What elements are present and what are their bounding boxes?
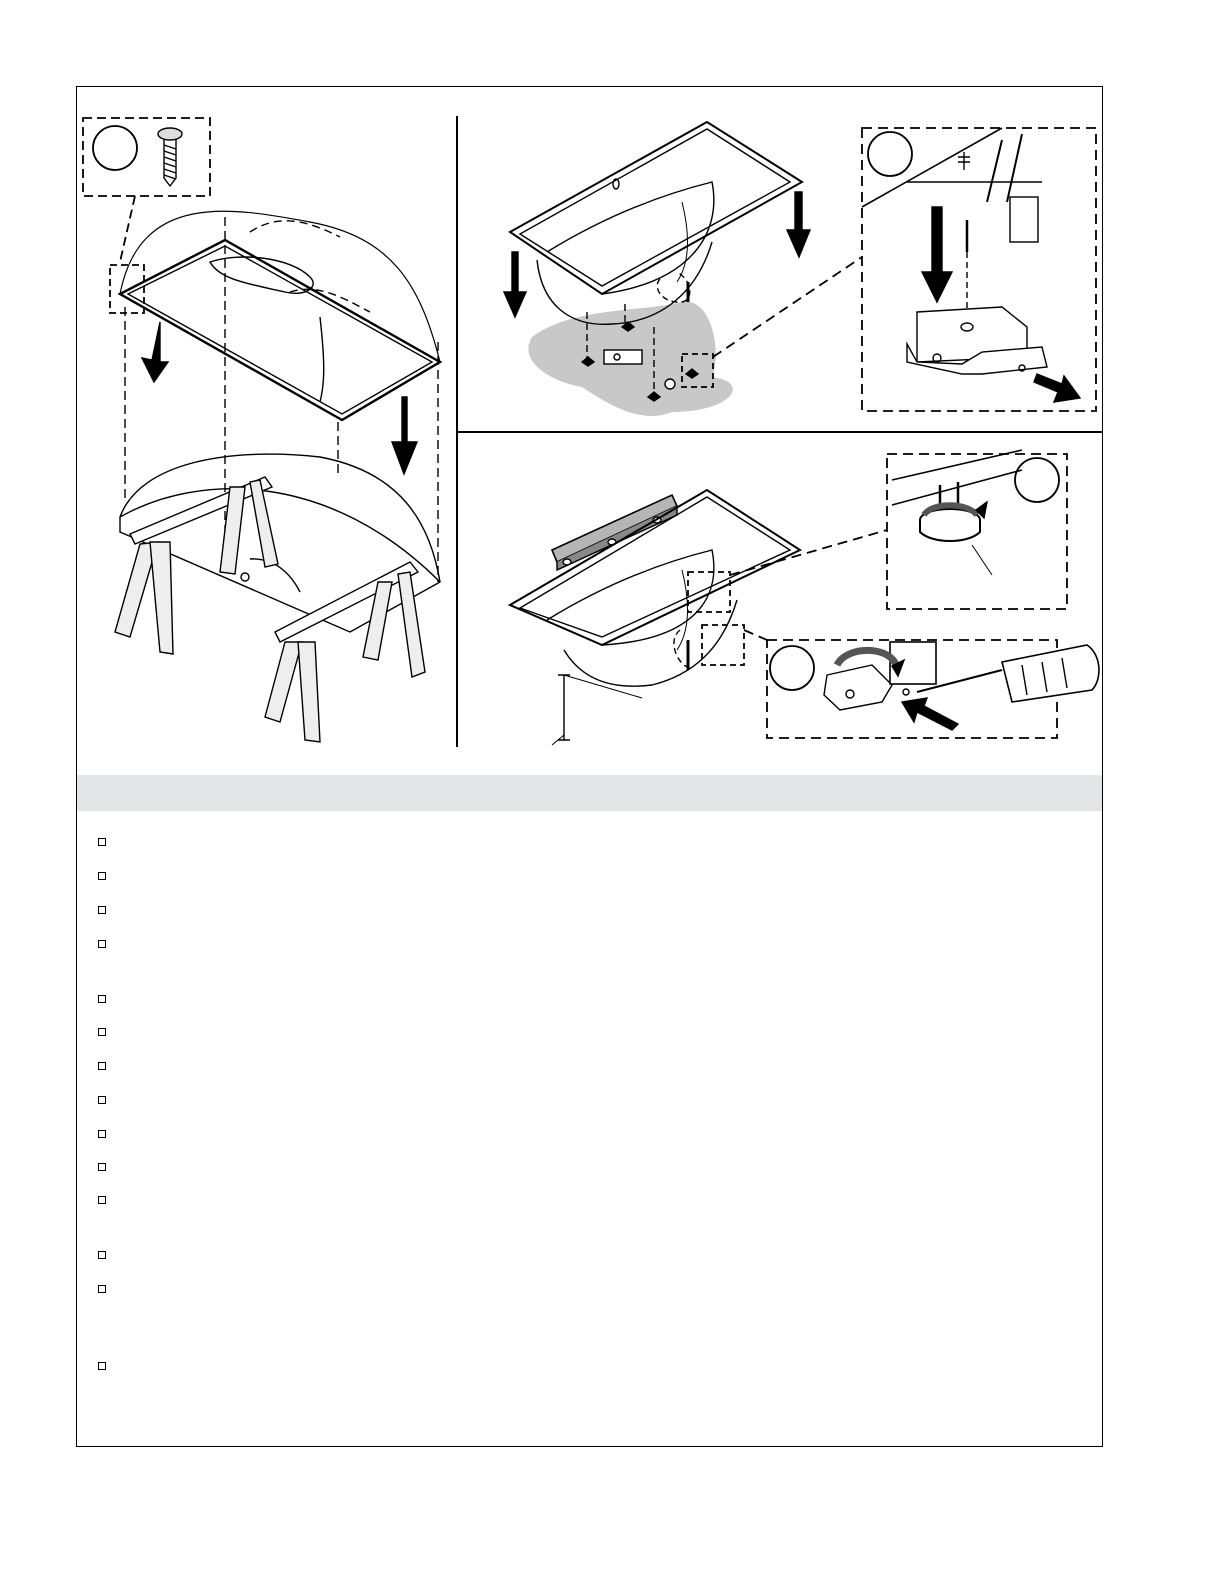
step-item [96, 1245, 1086, 1267]
step-item [96, 1056, 1086, 1078]
illustration-tub-on-sawhorses [80, 112, 452, 752]
horizontal-divider [458, 431, 1102, 433]
step-item [96, 832, 1086, 854]
step-checkbox[interactable] [98, 1285, 106, 1293]
step-checkbox[interactable] [98, 838, 106, 846]
step-item [96, 1356, 1086, 1378]
step-checkbox[interactable] [98, 940, 106, 948]
step-checkbox[interactable] [98, 1062, 106, 1070]
step-item [96, 989, 1086, 1011]
step-checkbox[interactable] [98, 906, 106, 914]
step-item [96, 934, 1086, 956]
step-item [96, 1279, 1086, 1301]
illustration-tub-lowered-onto-floor [462, 112, 1100, 428]
step-item [96, 1124, 1086, 1146]
step-checkbox[interactable] [98, 1096, 106, 1104]
sawhorse-right [265, 562, 425, 742]
section-band [77, 775, 1102, 811]
screw-detail-callout [83, 118, 210, 262]
illustration-tub-leveling [462, 440, 1100, 750]
step-checkbox[interactable] [98, 872, 106, 880]
step-item [96, 1157, 1086, 1179]
step-item [96, 1022, 1086, 1044]
step-checkbox[interactable] [98, 995, 106, 1003]
step-item [96, 900, 1086, 922]
step-checkbox[interactable] [98, 1251, 106, 1259]
step-item [96, 1090, 1086, 1112]
step-checkbox[interactable] [98, 1196, 106, 1204]
step-item [96, 866, 1086, 888]
step-item [96, 1190, 1086, 1212]
step-checkbox[interactable] [98, 1130, 106, 1138]
step-checkbox[interactable] [98, 1163, 106, 1171]
step-checkbox[interactable] [98, 1362, 106, 1370]
step-checkbox[interactable] [98, 1028, 106, 1036]
